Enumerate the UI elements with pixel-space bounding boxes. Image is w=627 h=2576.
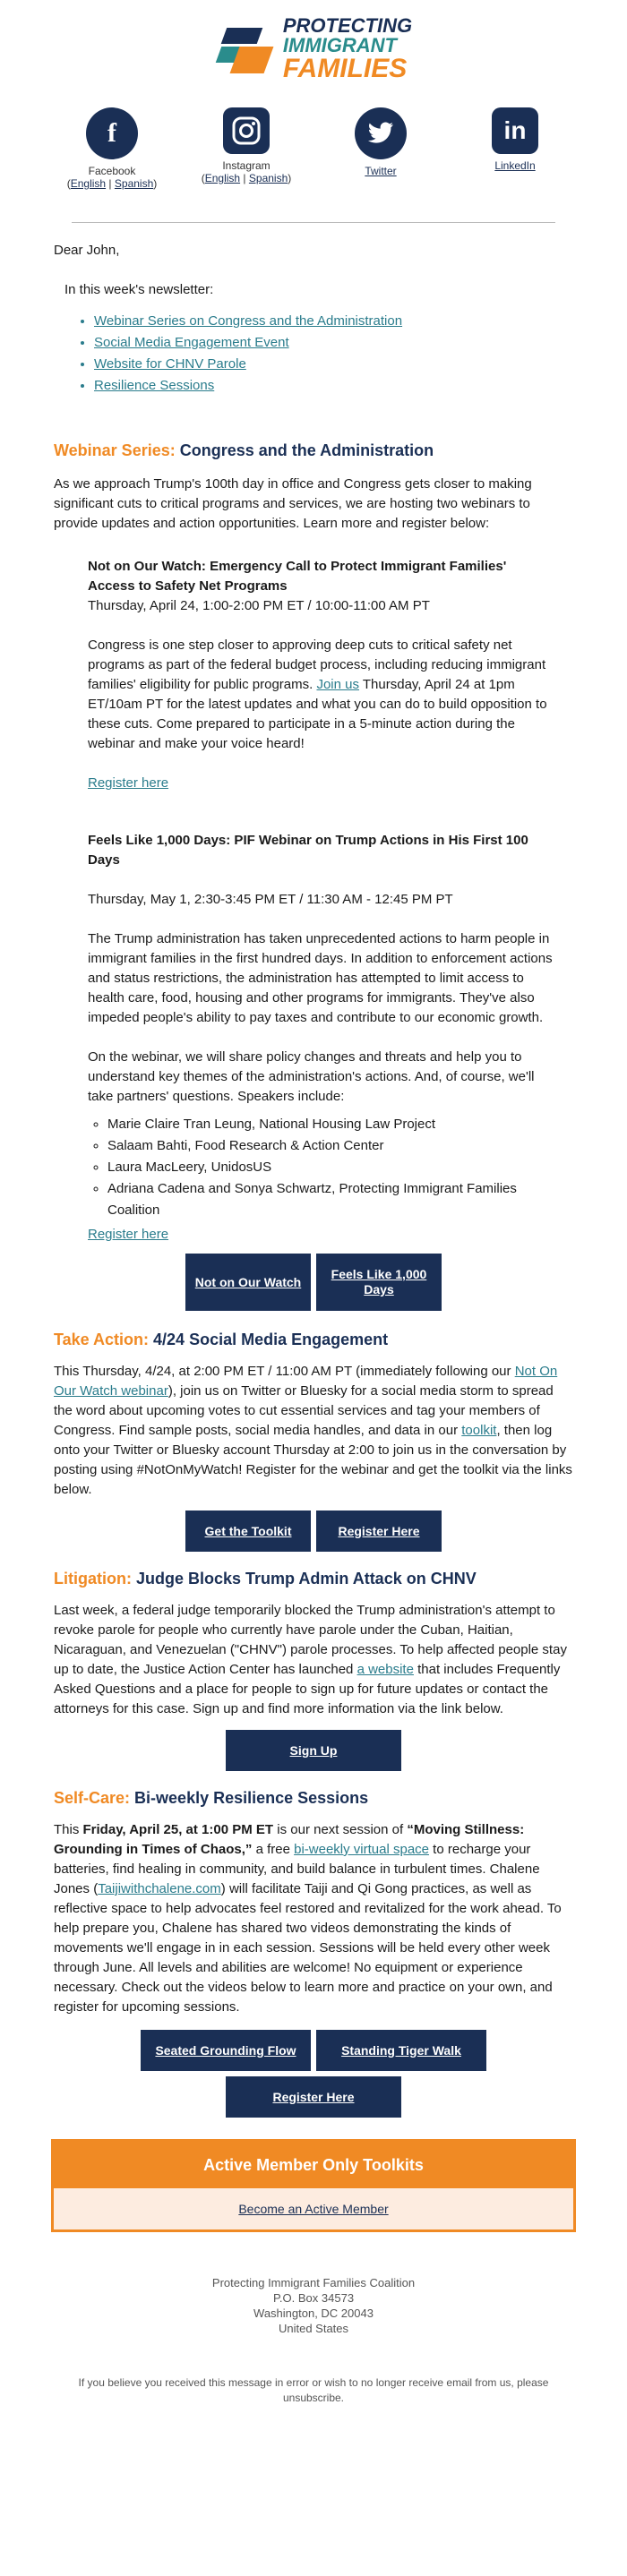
- event2-title: Feels Like 1,000 Days: PIF Webinar on Trump Actions in His First 100 Days: [88, 833, 528, 868]
- self-care-body: This Friday, April 25, at 1:00 PM ET is our next session of “Moving Stillness: Grounding in Times of Chaos,” a free bi-weekly virtual space to recharge your batteries, find healing in community, and build balance in turbulent times. Chalene Jones (Taijiwithchalene.com) will facilitate Taiji and Qi Gong practices, as well as reflective space to help advocates feel restored and revitalized for the work ahead. To help prepare you, Chalene has shared two videos demonstrating the kinds of movements we'll engage in in each session. Sessions will be held every other week through June. All levels and abilities are welcome! No equipment or experience necessary. Check out the videos below to learn more and practice on your own, and register for upcoming sessions.: [54, 1822, 562, 2015]
- twitter-link[interactable]: Twitter: [365, 165, 397, 177]
- take-action-body: This Thursday, 4/24, at 2:00 PM ET / 11:00 AM PT (immediately following our Not On Our Watch webinar), join us on Twitter or Bluesky for a social media storm to spread the word about upcoming votes to cut essential services and tag your members of Congress. Find sample posts, social media handles, and data in our toolkit, then log onto your Twitter or Bluesky account Thursday at 2:00 to join us in the conversation by posting using #NotOnMyWatch! Register for the webinar and get the toolkit via the links below.: [54, 1364, 572, 1497]
- footer-city: Washington, DC 20043: [253, 2306, 374, 2320]
- toc-item[interactable]: • Social Media Engagement Event: [94, 332, 573, 354]
- linkedin-link[interactable]: LinkedIn: [494, 159, 536, 172]
- toolkit-header: Active Member Only Toolkits: [54, 2142, 573, 2188]
- website-link[interactable]: a website: [356, 1662, 414, 1677]
- speaker-item: ◦ Laura MacLeery, UnidosUS: [107, 1157, 555, 1178]
- become-member-link[interactable]: Become an Active Member: [238, 2202, 389, 2216]
- speaker-item: ◦ Marie Claire Tran Leung, National Housing Law Project: [107, 1114, 555, 1135]
- facebook-icon[interactable]: f: [86, 107, 138, 159]
- litigation-heading: Litigation: Judge Blocks Trump Admin Attack on CHNV: [54, 1570, 477, 1588]
- feels-like-1000-days-button[interactable]: Feels Like 1,000 Days: [316, 1254, 442, 1311]
- social-instagram: Instagram (English | Spanish): [188, 107, 305, 213]
- event1-time: Thursday, April 24, 1:00-2:00 PM ET / 10:00-11:00 AM PT: [88, 598, 430, 613]
- event2-time: Thursday, May 1, 2:30-3:45 PM ET / 11:30 AM - 12:45 PM PT: [88, 892, 453, 907]
- event1-register-link[interactable]: Register here: [88, 775, 169, 791]
- not-on-our-watch-button[interactable]: Not on Our Watch: [185, 1254, 311, 1311]
- event2-body1: The Trump administration has taken unprecedented actions to harm people in immigrant families in the first hundred days. In addition to enforcement actions and status restrictions, the administration has attempted to limit access to health care, food, housing and other programs for immigrants. They've also impeded people's ability to pay taxes and contribute to our economic growth.: [88, 931, 553, 1025]
- webinar-heading: Webinar Series: Congress and the Administration: [54, 441, 434, 459]
- logo: [45, 0, 582, 98]
- event2-body2: On the webinar, we will share policy changes and threats and help you to understand key themes of the administration's actions. And, of course, we'll take partners' questions. Speakers include:: [88, 1049, 535, 1104]
- footer-pobox: P.O. Box 34573: [272, 2291, 355, 2305]
- get-toolkit-button[interactable]: Get the Toolkit: [185, 1511, 311, 1552]
- intro: In this week's newsletter:: [64, 282, 214, 297]
- social-twitter: [322, 107, 439, 213]
- sign-up-button[interactable]: Sign Up: [226, 1730, 401, 1771]
- join-us-link[interactable]: Join us: [316, 677, 359, 692]
- seated-grounding-flow-button[interactable]: Seated Grounding Flow: [141, 2030, 311, 2071]
- virtual-space-link[interactable]: bi-weekly virtual space: [294, 1842, 430, 1857]
- logo-mark: [215, 22, 276, 76]
- standing-tiger-walk-button[interactable]: Standing Tiger Walk: [316, 2030, 486, 2071]
- unsubscribe-note[interactable]: If you believe you received this message in error or wish to no longer receive email from us, please unsubscribe.: [78, 2376, 549, 2404]
- footer-address: [45, 2275, 582, 2336]
- greeting: Dear John,: [54, 243, 120, 258]
- speaker-list: [88, 1114, 555, 1221]
- linkedin-icon[interactable]: in: [492, 107, 538, 154]
- toc-item[interactable]: • Webinar Series on Congress and the Administration: [94, 311, 573, 332]
- event2-register-link[interactable]: Register here: [88, 1227, 169, 1242]
- event1-title: Not on Our Watch: Emergency Call to Protect Immigrant Families' Access to Safety Net Programs: [88, 559, 507, 594]
- toc-item[interactable]: • Resilience Sessions: [94, 375, 573, 397]
- facebook-spanish-link[interactable]: Spanish: [114, 177, 154, 190]
- self-care-heading: Self-Care: Bi-weekly Resilience Sessions: [54, 1789, 369, 1807]
- newsletter-toc: [54, 311, 573, 397]
- social-facebook: f Facebook (English | Spanish): [54, 107, 170, 213]
- facebook-english-link[interactable]: English: [70, 177, 107, 190]
- footer-country: United States: [278, 2322, 349, 2335]
- facebook-label: Facebook: [88, 165, 136, 177]
- taiji-link[interactable]: Taijiwithchalene.com: [98, 1881, 221, 1896]
- social-links: [45, 98, 582, 213]
- take-action-heading: Take Action: 4/24 Social Media Engagement: [54, 1331, 389, 1348]
- logo-text: PROTECTING IMMIGRANT FAMILIES: [282, 14, 413, 83]
- member-toolkit-box: [51, 2139, 576, 2232]
- instagram-spanish-link[interactable]: Spanish: [248, 172, 288, 184]
- webinar-intro: As we approach Trump's 100th day in office and Congress gets closer to making significant cuts to critical programs and services, we are hosting two webinars to provide updates and action opportunities. Learn more and register below:: [54, 476, 532, 531]
- social-linkedin: [457, 107, 573, 213]
- speaker-item: ◦ Adriana Cadena and Sonya Schwartz, Protecting Immigrant Families Coalition: [107, 1178, 555, 1221]
- not-on-our-watch-link[interactable]: Not On Our Watch webinar: [54, 1364, 558, 1399]
- divider: [72, 222, 555, 223]
- footer-org: Protecting Immigrant Families Coalition: [211, 2276, 416, 2289]
- register-here-button[interactable]: Register Here: [316, 1511, 442, 1552]
- event1-body: Congress is one step closer to approving deep cuts to critical safety net programs as part of the federal budget process, including reducing immigrant families' eligibility for public programs. Join us Thursday, April 24 at 1pm ET/10am PT for the latest updates and what you can do to build opposition to these cuts. Come prepared to participate in a 5-minute action during the webinar and make your voice heard!: [88, 638, 547, 751]
- instagram-label: Instagram: [222, 159, 271, 172]
- instagram-icon[interactable]: [223, 107, 270, 154]
- instagram-english-link[interactable]: English: [204, 172, 241, 184]
- twitter-icon[interactable]: [355, 107, 407, 159]
- speaker-item: ◦ Salaam Bahti, Food Research & Action Center: [107, 1135, 555, 1157]
- toc-item[interactable]: • Website for CHNV Parole: [94, 354, 573, 375]
- toolkit-link[interactable]: toolkit: [461, 1423, 497, 1438]
- resilience-register-button[interactable]: Register Here: [226, 2076, 401, 2118]
- litigation-body: Last week, a federal judge temporarily blocked the Trump administration's attempt to revoke parole for people who currently have parole under the Cuban, Haitian, Nicaraguan, and Venezuelan ("CHNV") parole processes. To help affected people stay up to date, the Justice Action Center has launched a website that includes Frequently Asked Questions and a place for people to sign up for future updates or contact the attorneys for this case. Sign up and find more information via the link below.: [54, 1603, 567, 1716]
